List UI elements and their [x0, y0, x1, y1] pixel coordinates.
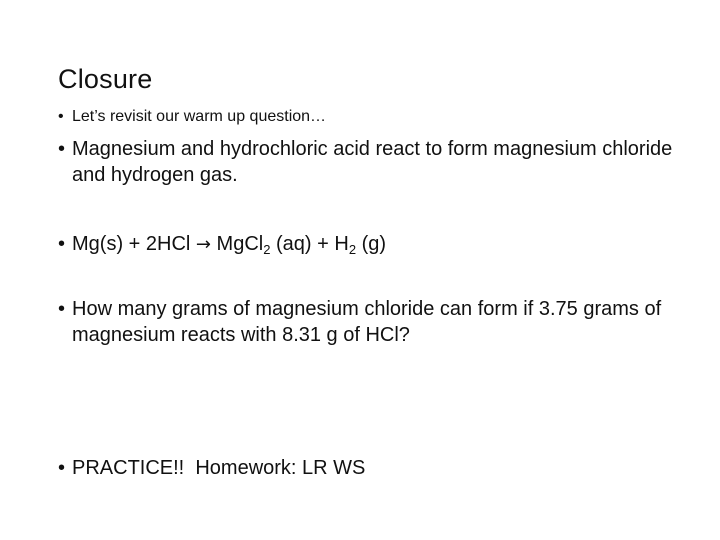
bullet-warmup-text: Let’s revisit our warm up question… — [72, 108, 327, 125]
bullet-question — [58, 296, 678, 348]
bullet-practice-text: PRACTICE!! Homework: LR WS — [72, 457, 366, 479]
chemical-equation — [58, 229, 678, 260]
bullet-dot: • — [58, 108, 64, 125]
bullet-equation — [58, 229, 678, 260]
bullet-question-text: How many grams of magnesium chloride can form if 3.75 grams of magnesium reacts with 8.31 g of HCl? — [72, 298, 662, 346]
bullet-dot: • — [58, 298, 66, 320]
arrow-icon: → — [195, 234, 211, 255]
equation-product-2-subscript: 2 — [348, 242, 357, 257]
bullet-dot: • — [58, 233, 66, 255]
equation-product-2-state: (g) — [356, 233, 387, 255]
bullet-dot: • — [58, 138, 66, 160]
equation-reactants: Mg(s) + 2HCl — [72, 233, 196, 255]
equation-product-1-subscript: 2 — [263, 242, 271, 257]
bullet-warmup — [58, 106, 678, 128]
bullet-dot: • — [58, 457, 66, 479]
bullet-reaction — [58, 136, 678, 188]
slide-title: Closure — [58, 64, 153, 94]
equation-product-1-state: (aq) + H — [270, 233, 349, 255]
bullet-practice — [58, 455, 678, 481]
equation-product-1: MgCl — [211, 233, 264, 255]
bullet-reaction-text: Magnesium and hydrochloric acid react to form magnesium chloride and hydrogen gas. — [72, 138, 673, 186]
